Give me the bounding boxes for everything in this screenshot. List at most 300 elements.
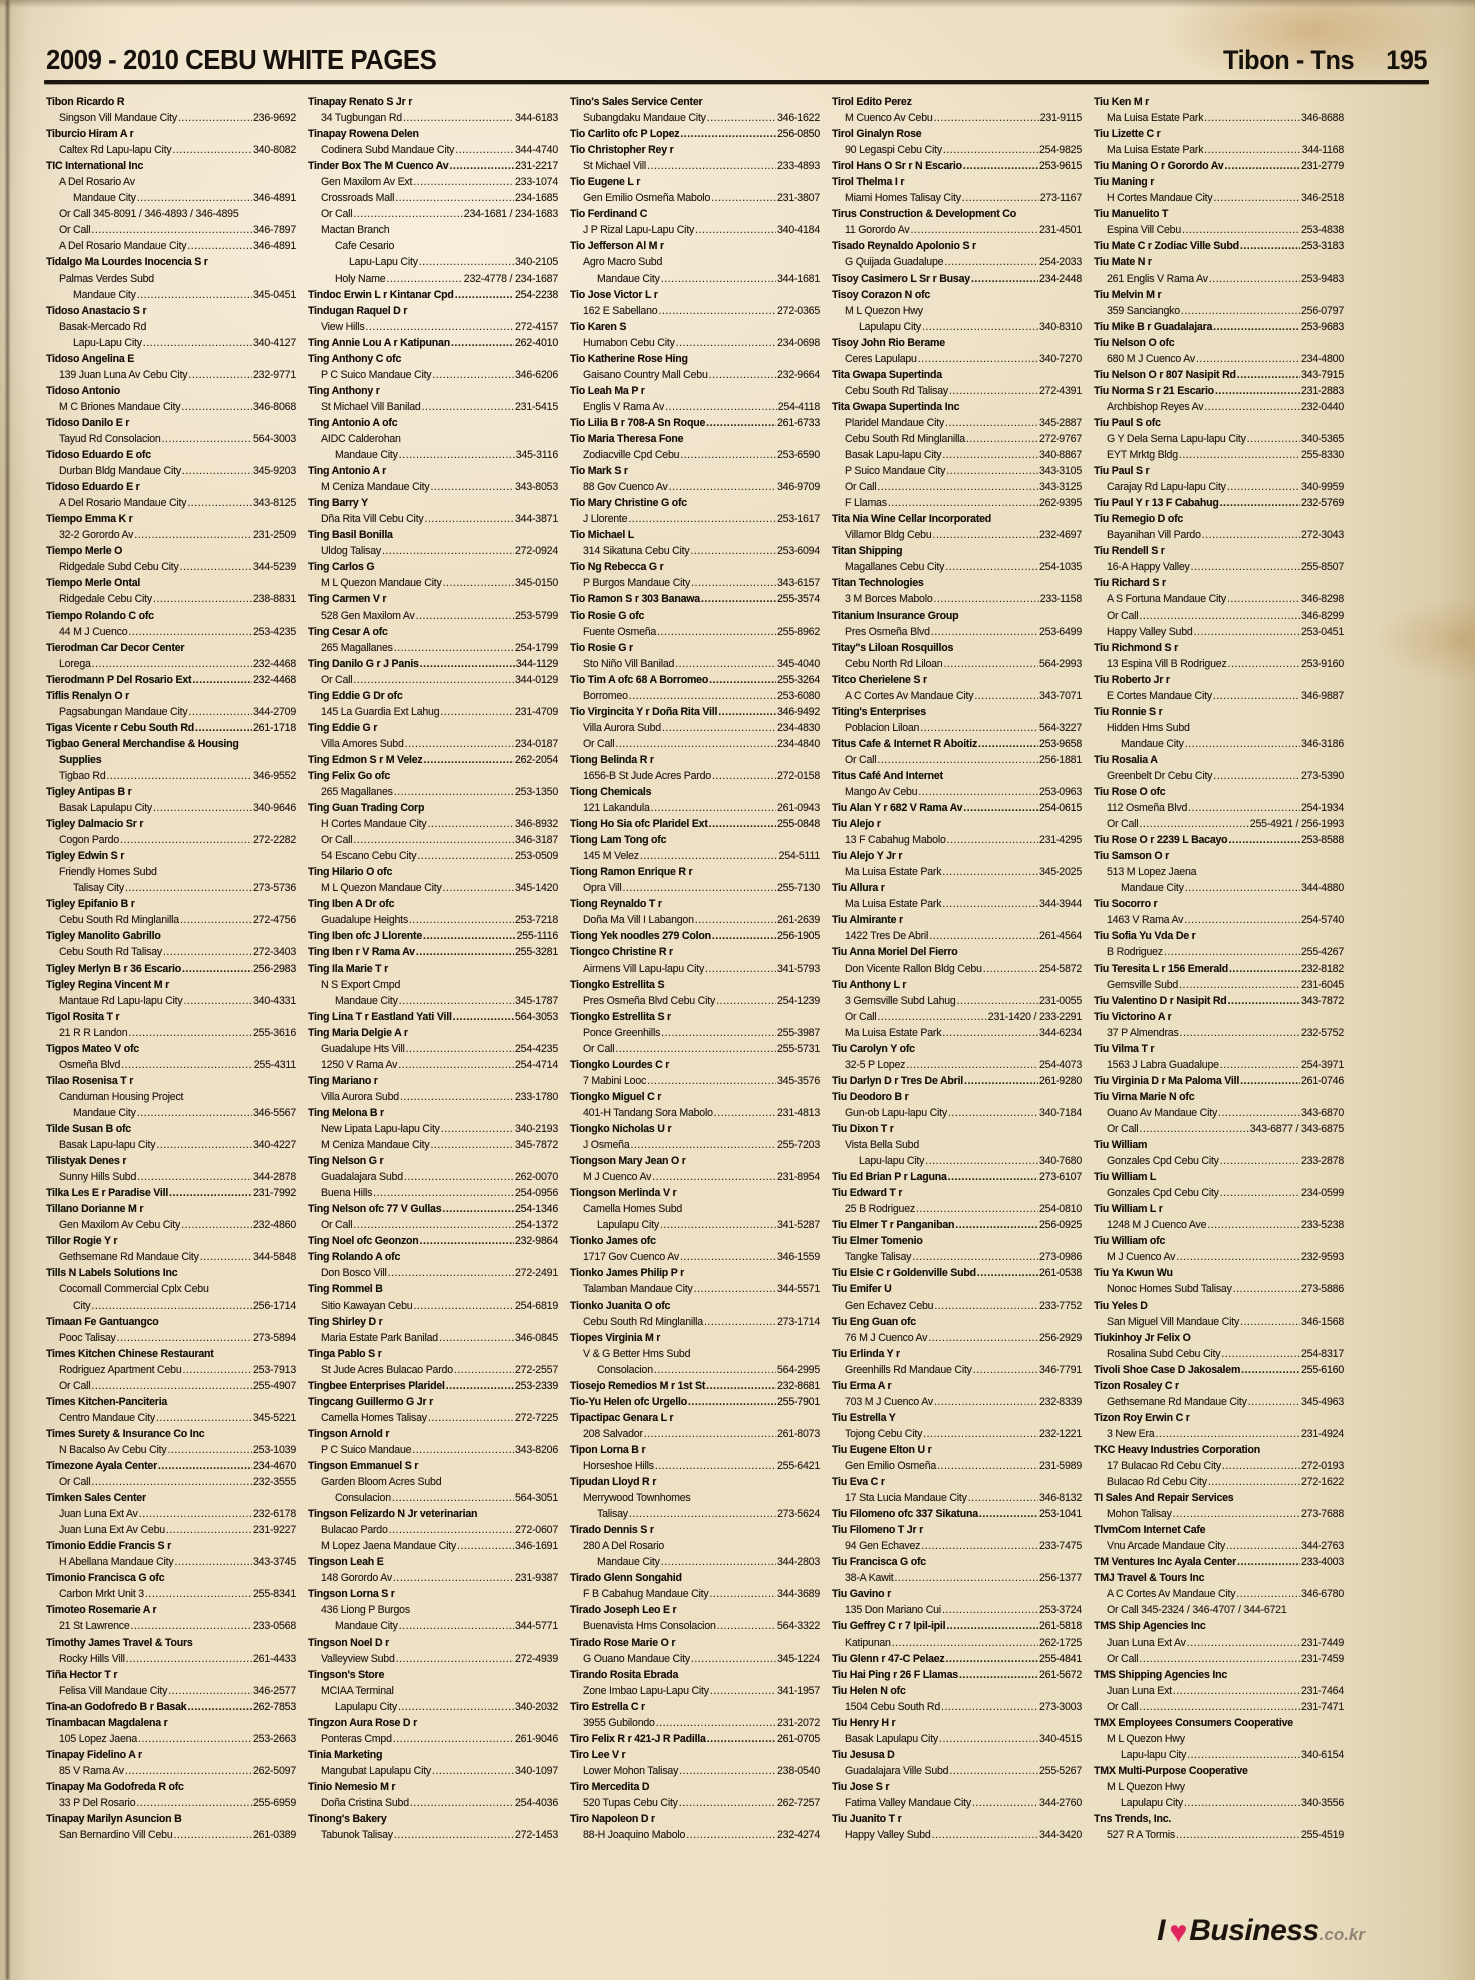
entry-detail-line <box>832 1458 1082 1474</box>
phone-number: 340-9959 <box>1300 481 1344 494</box>
entry-detail-line <box>308 672 558 688</box>
subscriber-name: Tirado Glenn Songahid <box>570 1572 682 1585</box>
subscriber-address: B Rodriguez <box>1107 946 1163 959</box>
subscriber-name: TMJ Travel & Tours Inc <box>1094 1572 1205 1585</box>
dot-leader <box>680 1249 776 1265</box>
phone-number: 254-1346 <box>514 1203 558 1216</box>
phone-number: 253-0509 <box>514 850 558 863</box>
phone-number: 254-6819 <box>514 1299 558 1312</box>
dot-leader <box>138 1731 252 1747</box>
subscriber-address: P Burgos Mandaue City <box>583 577 691 590</box>
entry-detail-line <box>308 977 558 993</box>
phone-number: 272-0365 <box>776 304 820 317</box>
phone-number: 346-1568 <box>1300 1315 1344 1328</box>
entry-detail-line <box>46 800 296 816</box>
subscriber-address: 32-5 P Lopez <box>845 1058 906 1071</box>
phone-number: 343-6870 <box>1300 1106 1344 1119</box>
subscriber-address: Nonoc Homes Subd Talisay <box>1107 1283 1232 1296</box>
entry-detail-line <box>308 1362 558 1378</box>
dot-leader <box>1228 993 1300 1009</box>
phone-number: 253-4235 <box>252 625 296 638</box>
entry-name-line <box>832 1651 1082 1667</box>
dot-leader <box>946 463 1038 479</box>
phone-number: 272-7225 <box>514 1411 558 1424</box>
subscriber-address: Cebu South Rd Minglanilla <box>845 432 965 445</box>
subscriber-address: Pooc Talisay <box>59 1331 116 1344</box>
entry-name-line <box>570 1779 820 1795</box>
entry-detail-line <box>832 142 1082 158</box>
subscriber-address: Juan Luna Ext <box>1107 1684 1172 1697</box>
entry-detail-line <box>46 1554 296 1570</box>
entry-name-line <box>570 1233 820 1249</box>
entry-name-line <box>1094 1378 1344 1394</box>
dot-leader <box>137 1105 252 1121</box>
entry-detail-line <box>832 415 1082 431</box>
entry-detail-line <box>570 1314 820 1330</box>
dot-leader <box>947 832 1038 848</box>
subscriber-name: Tio Rosie G r <box>570 641 633 654</box>
phone-number: 343-8053 <box>514 481 558 494</box>
dot-leader <box>690 543 776 559</box>
subscriber-name: Ting Annie Lou A r Katipunan <box>308 336 450 349</box>
dot-leader <box>453 1009 514 1025</box>
dot-leader <box>413 174 514 190</box>
entry-name-line <box>1094 1715 1344 1731</box>
subscriber-name: Times Kitchen-Panciteria <box>46 1395 168 1408</box>
phone-number: 254-1239 <box>776 994 820 1007</box>
subscriber-name: Tio Ng Rebecca G r <box>570 561 664 574</box>
subscriber-name: Tilistyak Denes r <box>46 1155 127 1168</box>
entry-name-line <box>308 656 558 672</box>
subscriber-name: Tingbee Enterprises Plaridel <box>308 1379 445 1392</box>
subscriber-name: Tiu Filomeno ofc 337 Sikatuna <box>832 1508 978 1521</box>
entry-detail-line <box>1094 720 1344 736</box>
dot-leader <box>1204 110 1300 126</box>
subscriber-name: Titan Shipping <box>832 545 903 558</box>
dot-leader <box>968 1490 1038 1506</box>
entry-name-line <box>832 1554 1082 1570</box>
phone-number: 346-7897 <box>252 224 296 237</box>
subscriber-address: M L Quezon Hwy <box>1107 1732 1185 1745</box>
entry-name-line <box>832 1715 1082 1731</box>
entry-detail-line <box>1094 1651 1344 1667</box>
entry-name-line <box>46 303 296 319</box>
phone-number: 340-6154 <box>1300 1748 1344 1761</box>
entry-name-line <box>308 303 558 319</box>
subscriber-name: Ting Basil Bonilla <box>308 529 393 542</box>
phone-number: 345-0451 <box>252 288 296 301</box>
subscriber-name: Tiu Eng Guan ofc <box>832 1315 916 1328</box>
dot-leader <box>454 1362 514 1378</box>
subscriber-name: Ting Antonio A r <box>308 465 387 478</box>
dot-leader <box>709 816 776 832</box>
dot-leader <box>1139 608 1300 624</box>
subscriber-name: Tirol Thelma I r <box>832 176 905 189</box>
phone-number: 272-4939 <box>514 1652 558 1665</box>
subscriber-address: M L Quezon Mandaue City <box>321 882 442 895</box>
subscriber-name: Tiu Maning r <box>1094 176 1155 189</box>
subscriber-address: 520 Tupas Cebu City <box>583 1796 678 1809</box>
subscriber-address: Mohon Talisay <box>1107 1508 1172 1521</box>
entry-detail-line <box>308 912 558 928</box>
entry-name-line <box>308 864 558 880</box>
subscriber-name: Ting Mariano r <box>308 1074 378 1087</box>
entry-detail-line <box>46 1474 296 1490</box>
subscriber-name: Tio Eugene L r <box>570 176 641 189</box>
subscriber-name: Tiu Gavino r <box>832 1588 891 1601</box>
subscriber-address: 33 P Del Rosario <box>59 1796 136 1809</box>
subscriber-name: Tinong's Bakery <box>308 1813 387 1826</box>
entry-detail-line <box>1094 527 1344 543</box>
dot-leader <box>977 1265 1038 1281</box>
subscriber-name: Tingson Leah E <box>308 1556 384 1569</box>
subscriber-address: P C Suico Mandaue City <box>321 368 432 381</box>
dot-leader <box>1180 1025 1300 1041</box>
phone-number: 231-1420 / 233-2291 <box>987 1010 1082 1023</box>
entry-name-line <box>832 1522 1082 1538</box>
entry-name-line <box>832 126 1082 142</box>
phone-number: 231-2072 <box>776 1716 820 1729</box>
subscriber-address: 112 Osmeña Blvd <box>1107 802 1188 815</box>
directory-column <box>308 94 558 1843</box>
dot-leader <box>163 944 252 960</box>
phone-number: 233-0568 <box>252 1620 296 1633</box>
phone-number: 272-1622 <box>1300 1476 1344 1489</box>
dot-leader <box>1173 1506 1300 1522</box>
subscriber-name: TIC International Inc <box>46 160 144 173</box>
subscriber-name: Tiempo Rolando C ofc <box>46 609 154 622</box>
phone-number: 346-8132 <box>1038 1492 1082 1505</box>
dot-leader <box>410 1795 514 1811</box>
phone-number: 254-1035 <box>1038 561 1082 574</box>
subscriber-address: AIDC Calderohan <box>321 432 401 445</box>
page-index <box>1223 45 1427 76</box>
dot-leader <box>943 142 1038 158</box>
subscriber-name: Tiu Nelson O ofc <box>1094 336 1175 349</box>
entry-detail-line <box>570 1554 820 1570</box>
subscriber-address: MCIAA Terminal <box>321 1684 394 1697</box>
phone-number: 255-6160 <box>1300 1363 1344 1376</box>
dot-leader <box>420 1233 514 1249</box>
entry-detail-line <box>46 1410 296 1426</box>
subscriber-address: Osmeña Blvd <box>59 1058 121 1071</box>
entry-detail-line <box>832 1298 1082 1314</box>
phone-number: 345-7872 <box>514 1139 558 1152</box>
subscriber-name: Tisoy John Rio Berame <box>832 336 945 349</box>
dot-leader <box>182 961 252 977</box>
phone-number: 232-9664 <box>776 368 820 381</box>
subscriber-address: Magallanes Cebu City <box>845 561 945 574</box>
subscriber-address: Cebu South Rd Minglanilla <box>583 1315 703 1328</box>
subscriber-address: 32-2 Gorordo Av <box>59 529 134 542</box>
subscriber-address: 436 Liong P Burgos <box>321 1604 410 1617</box>
entry-detail-line <box>308 1121 558 1137</box>
entry-detail-line <box>570 1763 820 1779</box>
phone-number: 231-0055 <box>1038 994 1082 1007</box>
subscriber-address: G Quijada Guadalupe <box>845 256 944 269</box>
entry-detail-line <box>46 287 296 303</box>
dot-leader <box>1208 1474 1300 1490</box>
dot-leader <box>1213 319 1300 335</box>
phone-number: 261-0389 <box>252 1829 296 1842</box>
entry-name-line <box>46 1779 296 1795</box>
phone-number: 253-7913 <box>252 1363 296 1376</box>
subscriber-address: Happy Valley Subd <box>1107 625 1193 638</box>
subscriber-address: Mango Av Cebu <box>845 786 918 799</box>
phone-number: 340-4184 <box>776 224 820 237</box>
dot-leader <box>676 335 776 351</box>
entry-name-line <box>832 944 1082 960</box>
entry-name-line <box>832 367 1082 383</box>
subscriber-address: Villa Aurora Subd <box>583 721 661 734</box>
phone-number: 273-6107 <box>1038 1171 1082 1184</box>
entry-name-line <box>46 1185 296 1201</box>
dot-leader <box>183 1362 252 1378</box>
entry-detail-line <box>570 1217 820 1233</box>
subscriber-name: Tingson Felizardo N Jr veterinarian <box>308 1508 478 1521</box>
entry-detail-line <box>46 319 296 335</box>
subscriber-name: Tirus Construction & Development Co <box>832 208 1016 221</box>
subscriber-address: Camella Homes Talisay <box>321 1411 427 1424</box>
entry-detail-line <box>1094 977 1344 993</box>
entry-detail-line <box>570 1586 820 1602</box>
dot-leader <box>647 1073 776 1089</box>
dot-leader <box>386 271 462 287</box>
phone-number: 234-0187 <box>514 737 558 750</box>
dot-leader <box>921 1538 1038 1554</box>
dot-leader <box>131 1618 252 1634</box>
phone-number: 255-7130 <box>776 882 820 895</box>
subscriber-address: Fatima Valley Mandaue City <box>845 1796 971 1809</box>
dot-leader <box>455 142 514 158</box>
subscriber-address: Gen Maxilom Av Ext <box>321 176 413 189</box>
entry-detail-line <box>1094 1683 1344 1699</box>
subscriber-address: Ponteras Cmpd <box>321 1732 392 1745</box>
subscriber-address: 135 Don Mariano Cui <box>845 1604 941 1617</box>
phone-number: 340-5365 <box>1300 432 1344 445</box>
phone-number: 255-8962 <box>776 625 820 638</box>
subscriber-name: Tiu Jose S r <box>832 1780 890 1793</box>
subscriber-address: Lorega <box>59 657 91 670</box>
subscriber-address: Fuente Osmeña <box>583 625 657 638</box>
subscriber-address: M Cuenco Av Cebu <box>845 112 933 125</box>
entry-name-line <box>46 1490 296 1506</box>
directory-column <box>832 94 1082 1843</box>
subscriber-name: Timaan Fe Gantuangco <box>46 1315 159 1328</box>
dot-leader <box>366 319 514 335</box>
phone-number: 231-5989 <box>1038 1459 1082 1472</box>
entry-detail-line <box>1094 1586 1344 1602</box>
entry-name-line <box>1094 832 1344 848</box>
entry-detail-line <box>1094 591 1344 607</box>
phone-number: 256-1881 <box>1038 753 1082 766</box>
subscriber-name: Ting Nelson ofc 77 V Gullas <box>308 1203 442 1216</box>
subscriber-address: A S Fortuna Mandaue City <box>1107 593 1226 606</box>
subscriber-address: 145 M Velez <box>583 850 639 863</box>
subscriber-name: Tirado Joseph Leo E r <box>570 1604 677 1617</box>
entry-detail-line <box>832 591 1082 607</box>
subscriber-address: 1250 V Rama Av <box>321 1058 398 1071</box>
entry-name-line <box>570 1474 820 1490</box>
phone-number: 232-1221 <box>1038 1427 1082 1440</box>
subscriber-address: M Lopez Jaena Mandaue City <box>321 1540 457 1553</box>
dot-leader <box>877 752 1038 768</box>
entry-name-line <box>832 800 1082 816</box>
entry-name-line <box>1094 1763 1344 1779</box>
entry-detail-line <box>308 704 558 720</box>
subscriber-address: Basak Lapulapu City <box>845 1732 938 1745</box>
subscriber-name: Tinder Box The M Cuenco Av <box>308 160 449 173</box>
phone-number: 254-2238 <box>514 288 558 301</box>
dot-leader <box>959 1667 1038 1683</box>
entry-name-line <box>46 543 296 559</box>
dot-leader <box>661 1554 776 1570</box>
entry-name-line <box>570 1089 820 1105</box>
dot-leader <box>665 399 777 415</box>
phone-number: 346-9709 <box>776 481 820 494</box>
entry-detail-line <box>308 1795 558 1811</box>
dot-leader <box>942 896 1038 912</box>
dot-leader <box>1236 1586 1300 1602</box>
phone-number: 232-4778 / 234-1687 <box>463 272 558 285</box>
dot-leader <box>1220 495 1300 511</box>
dot-leader <box>656 1715 776 1731</box>
phone-number: 272-0158 <box>776 769 820 782</box>
entry-name-line <box>570 784 820 800</box>
entry-name-line <box>570 415 820 431</box>
phone-number: 346-2518 <box>1300 192 1344 205</box>
entry-detail-line <box>308 784 558 800</box>
entry-name-line <box>832 206 1082 222</box>
subscriber-name: Tiu Anthony L r <box>832 978 907 991</box>
subscriber-name: Tiu William L <box>1094 1171 1157 1184</box>
entry-name-line <box>46 1747 296 1763</box>
entry-name-line <box>308 1426 558 1442</box>
subscriber-address: 680 M J Cuenco Av <box>1107 352 1195 365</box>
subscriber-address: Plaridel Mandaue City <box>845 416 945 429</box>
subscriber-address: Lapulapu City <box>1121 1796 1183 1809</box>
phone-number: 261-0943 <box>776 802 820 815</box>
subscriber-name: Tiu Emifer U <box>832 1283 892 1296</box>
dot-leader <box>1227 591 1300 607</box>
entry-detail-line <box>308 1330 558 1346</box>
subscriber-address: Or Call <box>321 673 353 686</box>
phone-number: 232-8339 <box>1038 1395 1082 1408</box>
entry-detail-line <box>308 640 558 656</box>
entry-name-line <box>308 961 558 977</box>
entry-detail-line <box>308 399 558 415</box>
entry-detail-line <box>570 190 820 206</box>
subscriber-name: Tidoso Anastacio S r <box>46 304 147 317</box>
subscriber-address: Greenhills Rd Mandaue City <box>845 1363 972 1376</box>
entry-detail-line <box>1094 1153 1344 1169</box>
subscriber-name: Tingzon Aura Rose D r <box>308 1716 417 1729</box>
dot-leader <box>182 463 252 479</box>
entry-detail-line <box>570 1715 820 1731</box>
entry-name-line <box>46 1009 296 1025</box>
entry-detail-line <box>1094 1635 1344 1651</box>
entry-detail-line <box>570 1426 820 1442</box>
entry-detail-line <box>570 1618 820 1634</box>
phone-number: 231-7449 <box>1300 1636 1344 1649</box>
subscriber-name: Tiempo Emma K r <box>46 513 133 526</box>
dot-leader <box>946 1618 1038 1634</box>
entry-detail-line <box>46 832 296 848</box>
subscriber-name: Tiu Elsie C r Goldenville Subd <box>832 1267 976 1280</box>
subscriber-name: Tiu Manuelito T <box>1094 208 1169 221</box>
subscriber-address: Felisa Vill Mandaue City <box>59 1684 168 1697</box>
subscriber-name: Ting Carmen V r <box>308 593 387 606</box>
phone-number: 256-0925 <box>1038 1219 1082 1232</box>
dot-leader <box>432 1763 514 1779</box>
entry-name-line <box>832 977 1082 993</box>
dot-leader <box>942 1025 1038 1041</box>
dot-leader <box>894 1570 1038 1586</box>
entry-name-line <box>46 447 296 463</box>
entry-detail-line <box>46 1763 296 1779</box>
subscriber-address: 401-H Tandang Sora Mabolo <box>583 1106 713 1119</box>
directory-columns <box>46 94 1344 1843</box>
subscriber-address: Mandaue City <box>73 1106 136 1119</box>
entry-name-line <box>308 1009 558 1025</box>
entry-detail-line <box>46 912 296 928</box>
entry-name-line <box>46 736 296 752</box>
phone-number: 253-7218 <box>514 914 558 927</box>
entry-name-line <box>308 944 558 960</box>
subscriber-address: Merrywood Townhomes <box>583 1492 691 1505</box>
subscriber-address: Cafe Cesario <box>335 240 395 253</box>
entry-detail-line <box>832 1057 1082 1073</box>
entry-name-line <box>308 158 558 174</box>
entry-name-line <box>46 848 296 864</box>
dot-leader <box>945 559 1038 575</box>
dot-leader <box>1185 880 1300 896</box>
subscriber-name: Times Surety & Insurance Co Inc <box>46 1427 205 1440</box>
dot-leader <box>137 287 252 303</box>
entry-detail-line <box>832 688 1082 704</box>
entry-name-line <box>1094 254 1344 270</box>
subscriber-name: Tinambacan Magdalena r <box>46 1716 168 1729</box>
dot-leader <box>175 1554 252 1570</box>
phone-number: 256-0850 <box>776 128 820 141</box>
entry-detail-line <box>46 1025 296 1041</box>
entry-name-line <box>832 174 1082 190</box>
dot-leader <box>134 527 252 543</box>
subscriber-address: A Del Rosario Mandaue City <box>59 497 187 510</box>
heart-icon: ♥ <box>1169 1916 1188 1949</box>
dot-leader <box>706 415 776 431</box>
entry-detail-line <box>308 206 558 222</box>
phone-number: 564-3322 <box>776 1620 820 1633</box>
subscriber-name: Tiong Ho Sia ofc Plaridel Ext <box>570 818 708 831</box>
entry-name-line <box>1094 1362 1344 1378</box>
entry-detail-line <box>832 559 1082 575</box>
phone-number: 273-1714 <box>776 1315 820 1328</box>
subscriber-address: San Miguel Vill Mandaue City <box>1107 1315 1240 1328</box>
phone-number: 346-6206 <box>514 368 558 381</box>
subscriber-address: Or Call <box>321 834 353 847</box>
entry-name-line <box>570 896 820 912</box>
entry-detail-line <box>308 832 558 848</box>
subscriber-name: Tiu Deodoro B r <box>832 1090 909 1103</box>
entry-detail-line <box>832 1394 1082 1410</box>
subscriber-name: Tiu Edward T r <box>832 1187 903 1200</box>
subscriber-name: Tidoso Antonio <box>46 384 121 397</box>
dot-leader <box>428 1410 514 1426</box>
subscriber-address: F Llamas <box>845 497 887 510</box>
phone-number: 343-6877 / 343-6875 <box>1249 1123 1344 1135</box>
entry-detail-line <box>46 591 296 607</box>
